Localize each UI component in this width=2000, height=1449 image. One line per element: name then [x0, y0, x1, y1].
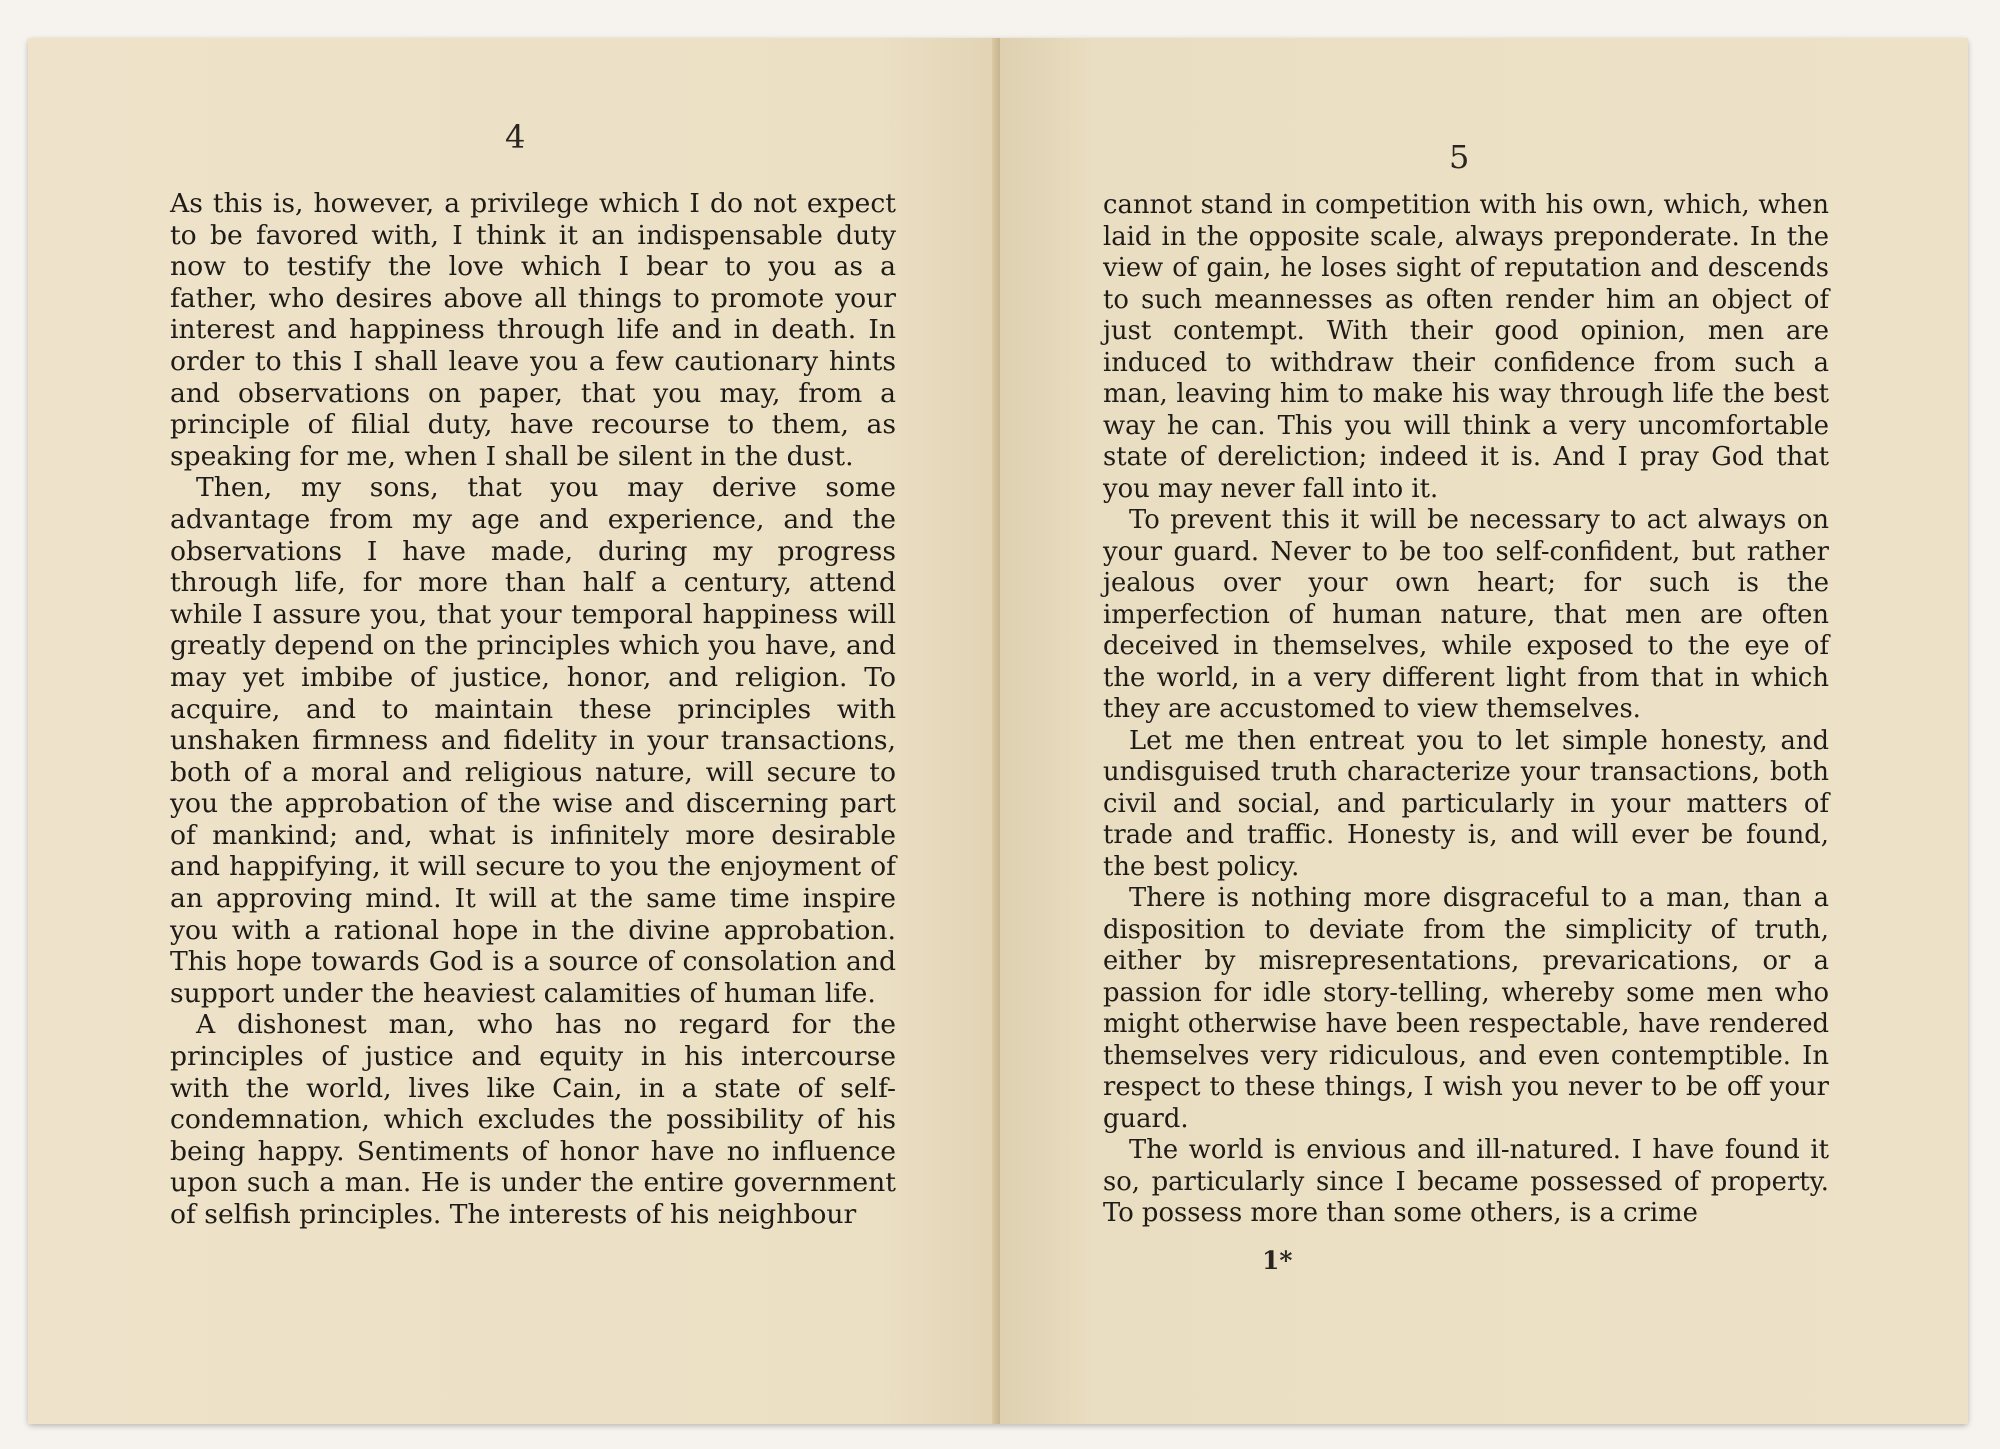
left-page — [28, 38, 996, 1424]
paragraph: There is nothing more disgraceful to a man, than a disposition to deviate from the simplicity of truth, either by misrepresentations, prevarications, or a passion for idle story-telling, whereby some men who might otherwise have been respectable, have rendered themselves very ridiculous, and even contemptible. In respect to these things, I wish you never to be off your guard. — [1103, 883, 1829, 1134]
page-number: 4 — [505, 118, 526, 156]
paragraph: cannot stand in competition with his own, which, when laid in the opposite scale, always preponderate. In the view of gain, he loses sight of reputation and descends to such meannesses as often render him an object of just contempt. With their good opinion, men are induced to withdraw their confidence from such a man, leaving him to make his way through life the best way he can. This you will think a very uncomfortable state of dereliction; indeed it is. And I pray God that you may never fall into it. — [1103, 190, 1829, 504]
paragraph: The world is envious and ill-natured. I have found it so, particularly since I became possessed of property. To possess more than some others, is a crime — [1103, 1135, 1829, 1228]
page-number: 5 — [1449, 138, 1470, 176]
book-spread — [28, 38, 1968, 1424]
page-text — [1103, 190, 1829, 1230]
paragraph: A dishonest man, who has no regard for the principles of justice and equity in his intercourse with the world, lives like Cain, in a state of self-condemnation, which excludes the possibility of his being happy. Sentiments of honor have no influence upon such a man. He is under the entire government of selfish principles. The interests of his neighbour — [170, 1009, 896, 1230]
page-text — [170, 188, 896, 1231]
paragraph: As this is, however, a privilege which I do not expect to be favored with, I think it an indispensable duty now to testify the love which I bear to you as a father, who desires above all things to promote your interest and happiness through life and in death. In order to this I shall leave you a few cautionary hints and observations on paper, that you may, from a principle of filial duty, have recourse to them, as speaking for me, when I shall be silent in the dust. — [170, 188, 896, 472]
right-page — [1000, 38, 1968, 1424]
signature-mark: 1* — [1262, 1246, 1293, 1275]
paragraph: Let me then entreat you to let simple honesty, and undisguised truth characterize your transactions, both civil and social, and particularly in your matters of trade and traffic. Honesty is, and will ever be found, the best policy. — [1103, 725, 1829, 882]
paragraph: Then, my sons, that you may derive some advantage from my age and experience, and the observations I have made, during my progress through life, for more than half a century, attend while I assure you, that your temporal happiness will greatly depend on the principles which you have, and may yet imbibe of justice, honor, and religion. To acquire, and to maintain these principles with unshaken firmness and fidelity in your transactions, both of a moral and religious nature, will secure to you the approbation of the wise and discerning part of mankind; and, what is infinitely more desirable and happifying, it will secure to you the enjoyment of an approving mind. It will at the same time inspire you with a rational hope in the divine approbation. This hope towards God is a source of consolation and support under the heaviest calamities of human life. — [170, 472, 896, 1009]
paragraph: To prevent this it will be necessary to act always on your guard. Never to be too self-confident, but rather jealous over your own heart; for such is the imperfection of human nature, that men are often deceived in themselves, while exposed to the eye of the world, in a very different light from that in which they are accustomed to view themselves. — [1103, 505, 1829, 724]
